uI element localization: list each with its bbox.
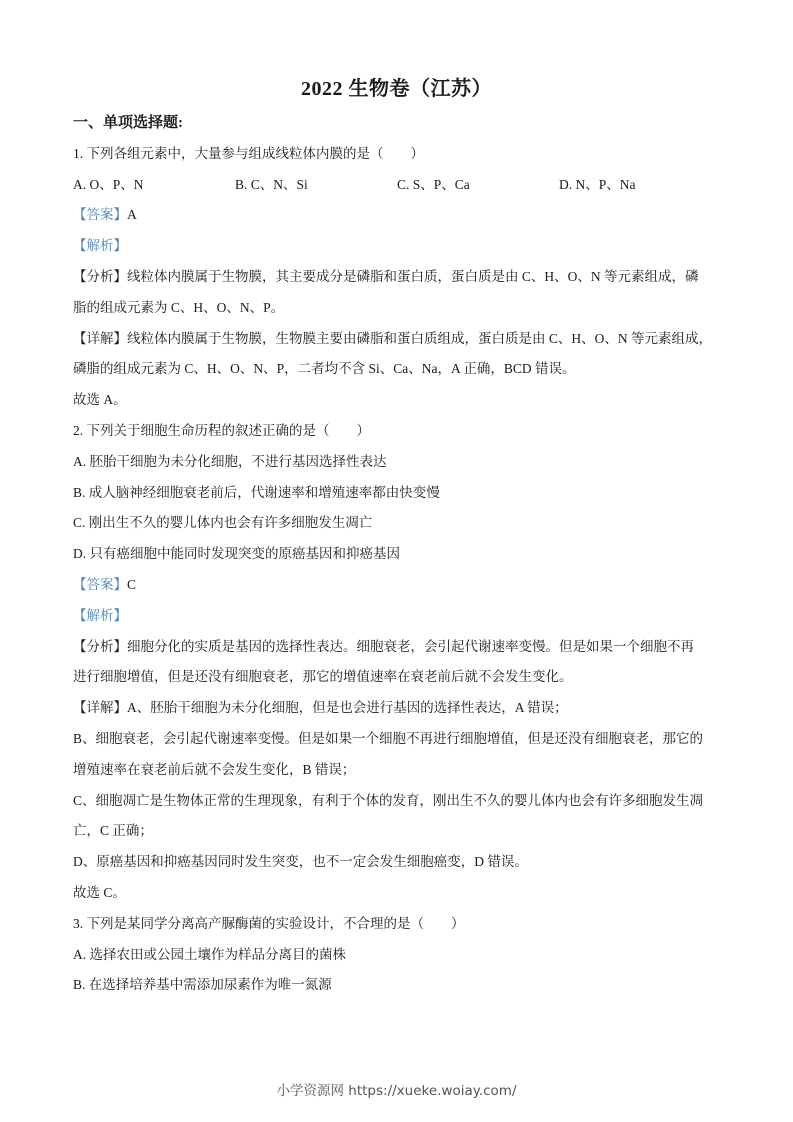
question-3-option-b: B. 在选择培养基中需添加尿素作为唯一氮源	[73, 977, 332, 993]
question-2-stem: 2. 下列关于细胞生命历程的叙述正确的是（ ）	[73, 422, 370, 438]
question-2-answer	[73, 570, 723, 601]
question-2-xiangjie-b: B、细胞衰老，会引起代谢速率变慢。但是如果一个细胞不再进行细胞增值，但是还没有细胞衰老，那它的	[73, 730, 704, 746]
question-1-option-b: B. C、N、Si	[235, 176, 308, 192]
question-2-option-d: D. 只有癌细胞中能同时发现突变的原癌基因和抑癌基因	[73, 546, 400, 562]
question-1-xiangjie-cont: 磷脂的组成元素为 C、H、O、N、P，二者均不含 Si、Ca、Na，A 正确，BCD 错误。	[73, 361, 576, 377]
question-2-xiangjie-c-cont: 亡，C 正确；	[73, 823, 153, 839]
question-1-answer	[73, 200, 723, 231]
question-2-xiangjie-a	[73, 693, 723, 724]
document-body	[73, 108, 723, 1001]
fenxi-text: 细胞分化的实质是基因的选择性表达。细胞衰老，会引起代谢速率变慢。但是如果一个细胞不再	[127, 638, 694, 654]
xiangjie-text: 线粒体内膜属于生物膜，生物膜主要由磷脂和蛋白质组成，蛋白质是由 C、H、O、N 等元素组成，	[127, 330, 713, 346]
watermark-footer: 小学资源网 https://xueke.woiay.com/	[276, 1083, 517, 1099]
question-1-option-d: D. N、P、Na	[559, 176, 636, 192]
question-1-xiangjie	[73, 324, 723, 355]
fenxi-text: 线粒体内膜属于生物膜，其主要成分是磷脂和蛋白质，蛋白质是由 C、H、O、N 等元素组成，磷	[127, 268, 699, 284]
question-1-options	[73, 170, 723, 201]
question-3-stem: 3. 下列是某同学分离高产脲酶菌的实验设计，不合理的是（ ）	[73, 915, 465, 931]
fenxi-tag: 【分析】	[73, 268, 127, 284]
answer-tag: 【答案】	[73, 576, 127, 592]
question-1-option-a: A. O、P、N	[73, 176, 144, 192]
xiangjie-text: A、胚胎干细胞为未分化细胞，但是也会进行基因的选择性表达，A 错误；	[127, 700, 568, 716]
question-1-conclusion: 故选 A。	[73, 392, 127, 408]
question-1-analysis-tag: 【解析】	[73, 238, 127, 254]
question-2-conclusion: 故选 C。	[73, 884, 126, 900]
question-2-option-c: C. 刚出生不久的婴儿体内也会有许多细胞发生凋亡	[73, 515, 373, 531]
answer-tag: 【答案】	[73, 207, 127, 223]
xiangjie-tag: 【详解】	[73, 700, 127, 716]
section-heading: 一、单项选择题:	[73, 115, 183, 131]
question-2-xiangjie-d: D、原癌基因和抑癌基因同时发生突变，也不一定会发生细胞癌变，D 错误。	[73, 854, 528, 870]
answer-value: A	[127, 207, 137, 223]
question-2-xiangjie-c: C、细胞凋亡是生物体正常的生理现象，有利于个体的发育，刚出生不久的婴儿体内也会有许多细胞发生凋	[73, 792, 704, 808]
question-2-option-b: B. 成人脑神经细胞衰老前后，代谢速率和增殖速率都由快变慢	[73, 484, 440, 500]
answer-value: C	[127, 576, 137, 592]
page-title: 2022 生物卷（江苏）	[301, 78, 492, 100]
question-1-stem: 1. 下列各组元素中，大量参与组成线粒体内膜的是（ ）	[73, 145, 424, 161]
question-2-fenxi	[73, 632, 723, 663]
question-2-option-a: A. 胚胎干细胞为未分化细胞，不进行基因选择性表达	[73, 453, 387, 469]
question-2-fenxi-cont: 进行细胞增值，但是还没有细胞衰老，那它的增值速率在衰老前后就不会发生变化。	[73, 669, 573, 685]
question-1-fenxi-cont: 脂的组成元素为 C、H、O、N、P。	[73, 299, 285, 315]
question-1-option-c: C. S、P、Ca	[397, 176, 470, 192]
question-1-fenxi	[73, 262, 723, 293]
question-3-option-a: A. 选择农田或公园土壤作为样品分离目的菌株	[73, 946, 346, 962]
xiangjie-tag: 【详解】	[73, 330, 127, 346]
question-2-xiangjie-b-cont: 增殖速率在衰老前后就不会发生变化，B 错误；	[73, 761, 356, 777]
question-2-analysis-tag: 【解析】	[73, 607, 127, 623]
fenxi-tag: 【分析】	[73, 638, 127, 654]
